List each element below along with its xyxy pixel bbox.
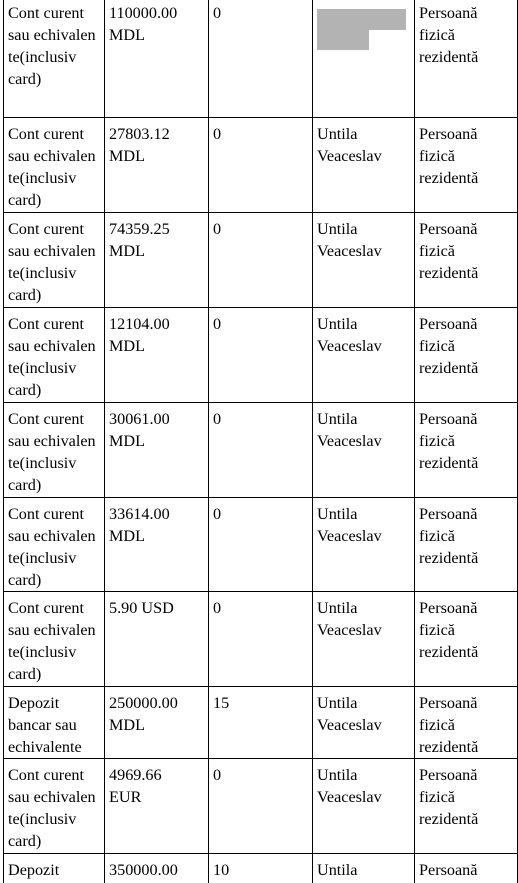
holder-name-text: Untila Veaceslav bbox=[317, 505, 382, 545]
account-type-text: Cont curent sau echivalen te(inclusiv card) bbox=[8, 220, 96, 304]
account-type-text: Cont curent sau echivalen te(inclusiv card) bbox=[8, 125, 96, 209]
interest-rate-cell bbox=[209, 498, 313, 592]
holder-name-text: Untila Veaceslav bbox=[317, 410, 382, 450]
account-type-cell bbox=[4, 403, 105, 498]
residency-text: Persoană fizică rezidentă bbox=[419, 4, 479, 66]
account-type-text: Cont curent sau echivalen te(inclusiv card) bbox=[8, 315, 96, 399]
amount-cell bbox=[105, 854, 209, 883]
assets-table bbox=[3, 0, 518, 883]
residency-text: Persoană fizică rezidentă bbox=[419, 125, 479, 187]
residency-text: Persoană fizică rezidentă bbox=[419, 766, 479, 828]
interest-rate-cell bbox=[209, 0, 313, 118]
table-row bbox=[4, 118, 518, 213]
interest-rate-cell bbox=[209, 308, 313, 403]
holder-name-text: Untila Veaceslav bbox=[317, 766, 382, 806]
account-type-cell bbox=[4, 308, 105, 403]
holder-name-cell bbox=[313, 0, 415, 118]
amount-cell bbox=[105, 403, 209, 498]
holder-name-cell bbox=[313, 759, 415, 854]
residency-text: Persoană fizică rezidentă bbox=[419, 694, 479, 756]
table-row bbox=[4, 308, 518, 403]
amount-cell bbox=[105, 118, 209, 213]
account-type-text: Cont curent sau echivalen te(inclusiv card) bbox=[8, 4, 96, 88]
account-type-cell bbox=[4, 854, 105, 883]
holder-name-text: Untila bbox=[317, 861, 358, 879]
table-row bbox=[4, 498, 518, 592]
amount-text: 74359.25 MDL bbox=[109, 220, 170, 260]
residency-cell bbox=[415, 498, 518, 592]
interest-rate-text: 15 bbox=[213, 694, 230, 712]
interest-rate-text: 0 bbox=[213, 410, 222, 428]
amount-cell bbox=[105, 308, 209, 403]
interest-rate-text: 0 bbox=[213, 766, 222, 784]
interest-rate-text: 0 bbox=[213, 125, 222, 143]
table-row bbox=[4, 0, 518, 118]
residency-cell bbox=[415, 308, 518, 403]
residency-text: Persoană fizică rezidentă bbox=[419, 315, 479, 377]
account-type-cell bbox=[4, 213, 105, 308]
account-type-cell bbox=[4, 759, 105, 854]
account-type-text: Cont curent sau echivalen te(inclusiv card) bbox=[8, 766, 96, 850]
interest-rate-text: 0 bbox=[213, 315, 222, 333]
interest-rate-cell bbox=[209, 592, 313, 687]
residency-cell bbox=[415, 0, 518, 118]
account-type-text: Cont curent sau echivalen te(inclusiv card) bbox=[8, 505, 96, 589]
interest-rate-cell bbox=[209, 759, 313, 854]
holder-name-text: Untila Veaceslav bbox=[317, 599, 382, 639]
table-row bbox=[4, 687, 518, 759]
amount-cell bbox=[105, 0, 209, 118]
amount-text: 4969.66 EUR bbox=[109, 766, 162, 806]
interest-rate-text: 0 bbox=[213, 505, 222, 523]
interest-rate-text: 0 bbox=[213, 599, 222, 617]
holder-name-cell bbox=[313, 308, 415, 403]
residency-cell bbox=[415, 592, 518, 687]
residency-text: Persoană bbox=[419, 861, 478, 879]
holder-name-cell bbox=[313, 213, 415, 308]
assets-table-body bbox=[4, 0, 518, 883]
amount-text: 12104.00 MDL bbox=[109, 315, 170, 355]
amount-cell bbox=[105, 592, 209, 687]
residency-text: Persoană fizică rezidentă bbox=[419, 220, 479, 282]
amount-cell bbox=[105, 498, 209, 592]
interest-rate-cell bbox=[209, 854, 313, 883]
account-type-cell bbox=[4, 592, 105, 687]
holder-name-cell bbox=[313, 687, 415, 759]
interest-rate-text: 0 bbox=[213, 220, 222, 238]
interest-rate-cell bbox=[209, 213, 313, 308]
account-type-cell bbox=[4, 687, 105, 759]
residency-text: Persoană fizică rezidentă bbox=[419, 505, 479, 567]
account-type-cell bbox=[4, 498, 105, 592]
interest-rate-cell bbox=[209, 118, 313, 213]
amount-text: 30061.00 MDL bbox=[109, 410, 170, 450]
account-type-text: Cont curent sau echivalen te(inclusiv card) bbox=[8, 410, 96, 494]
holder-name-text: Untila Veaceslav bbox=[317, 694, 382, 734]
holder-name-cell bbox=[313, 118, 415, 213]
residency-cell bbox=[415, 213, 518, 308]
residency-cell bbox=[415, 403, 518, 498]
amount-text: 110000.00 MDL bbox=[109, 4, 178, 44]
residency-text: Persoană fizică rezidentă bbox=[419, 410, 479, 472]
amount-text: 27803.12 MDL bbox=[109, 125, 170, 165]
redaction-bar bbox=[317, 30, 369, 50]
table-row bbox=[4, 854, 518, 883]
holder-name-text: Untila Veaceslav bbox=[317, 125, 382, 165]
account-type-text: Cont curent sau echivalen te(inclusiv card) bbox=[8, 599, 96, 683]
table-row bbox=[4, 759, 518, 854]
amount-text: 33614.00 MDL bbox=[109, 505, 170, 545]
holder-name-cell bbox=[313, 592, 415, 687]
account-type-text: Depozit bancar sau echivalente bbox=[8, 694, 82, 756]
holder-name-cell bbox=[313, 403, 415, 498]
interest-rate-cell bbox=[209, 687, 313, 759]
amount-cell bbox=[105, 759, 209, 854]
residency-cell bbox=[415, 854, 518, 883]
account-type-cell bbox=[4, 0, 105, 118]
interest-rate-cell bbox=[209, 403, 313, 498]
amount-text: 250000.00 MDL bbox=[109, 694, 178, 734]
holder-name-cell bbox=[313, 854, 415, 883]
amount-text: 350000.00 bbox=[109, 861, 178, 879]
holder-name-cell bbox=[313, 498, 415, 592]
table-row bbox=[4, 592, 518, 687]
residency-cell bbox=[415, 759, 518, 854]
amount-text: 5.90 USD bbox=[109, 599, 174, 617]
account-type-text: Depozit bbox=[8, 861, 60, 879]
redacted-name-block bbox=[317, 2, 409, 50]
table-row bbox=[4, 403, 518, 498]
redaction-bar bbox=[317, 9, 406, 30]
residency-cell bbox=[415, 118, 518, 213]
residency-text: Persoană fizică rezidentă bbox=[419, 599, 479, 661]
holder-name-text: Untila Veaceslav bbox=[317, 220, 382, 260]
holder-name-text: Untila Veaceslav bbox=[317, 315, 382, 355]
interest-rate-text: 10 bbox=[213, 861, 230, 879]
interest-rate-text: 0 bbox=[213, 4, 222, 22]
residency-cell bbox=[415, 687, 518, 759]
table-row bbox=[4, 213, 518, 308]
amount-cell bbox=[105, 687, 209, 759]
account-type-cell bbox=[4, 118, 105, 213]
amount-cell bbox=[105, 213, 209, 308]
